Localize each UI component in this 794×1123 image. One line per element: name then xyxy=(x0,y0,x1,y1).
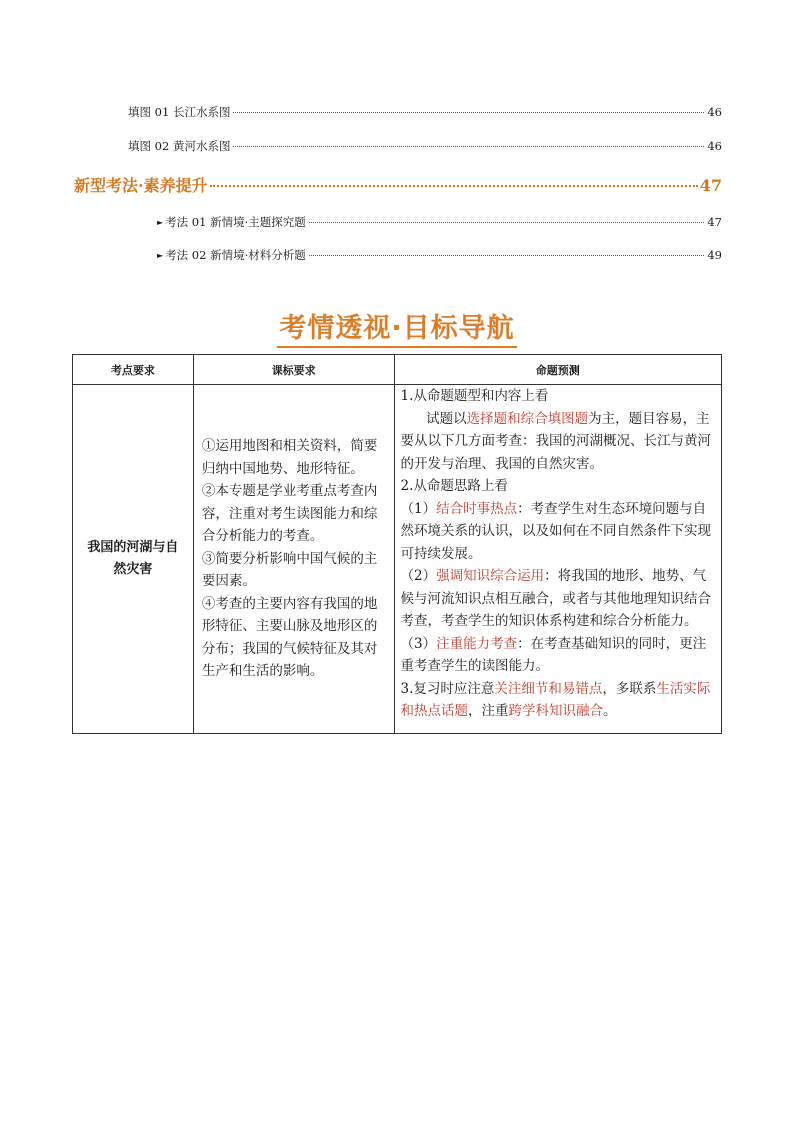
curriculum-item: ①运用地图和相关资料，简要归纳中国地势、地形特征。 xyxy=(201,438,378,477)
prediction-heading: 2.从命题思路上看 xyxy=(400,478,508,494)
toc-leader-dots xyxy=(233,146,704,147)
arrow-bullet-icon: ► xyxy=(157,251,164,260)
toc-section-heading[interactable] xyxy=(74,173,722,196)
item-number: （1） xyxy=(400,500,437,517)
toc-section-label: 新型考法·素养提升 xyxy=(74,176,208,195)
header-curriculum: 课标要求 xyxy=(193,355,394,385)
header-exam-points: 考点要求 xyxy=(73,355,194,385)
toc-leader-dots xyxy=(309,222,705,223)
curriculum-item: ③简要分析影响中国气候的主要因素。 xyxy=(201,550,378,589)
highlight-text: 注重能力考查 xyxy=(436,635,518,652)
prediction-cell xyxy=(394,385,721,734)
table-header-row xyxy=(73,355,722,385)
header-prediction: 命题预测 xyxy=(394,355,721,385)
exam-guide-table xyxy=(72,354,722,734)
toc-sub-entry[interactable] xyxy=(157,214,722,230)
prediction-heading: 1.从命题题型和内容上看 xyxy=(400,388,549,404)
text-run: 试题以 xyxy=(426,410,467,427)
item-number: （2） xyxy=(400,568,437,584)
toc-entry[interactable] xyxy=(128,104,722,120)
text-run: ，注重 xyxy=(468,703,509,719)
text-run: ：在考查基础知识的同时，更注重考查学生的读图能力。 xyxy=(400,635,707,674)
highlight-text: 跨学科知识融合 xyxy=(508,703,604,719)
toc-entry-page: 46 xyxy=(707,105,722,119)
toc-section-page: 47 xyxy=(699,176,722,195)
toc-leader-dots xyxy=(233,112,704,113)
highlight-text: 强调知识综合运用 xyxy=(436,568,545,584)
text-run: 。 xyxy=(603,703,617,719)
toc-leader-dots xyxy=(309,255,705,256)
curriculum-cell xyxy=(193,385,394,734)
highlight-text: 关注细节和易错点 xyxy=(494,680,603,697)
table-row xyxy=(73,385,722,734)
highlight-text: 选择题和综合填图题 xyxy=(466,410,589,427)
toc-leader-dots xyxy=(210,185,698,187)
curriculum-item: ②本专题是学业考重点考查内容，注重对考生读图能力和综合分析能力的考查。 xyxy=(201,483,378,544)
section-title xyxy=(0,306,794,345)
toc-entry-page: 46 xyxy=(707,139,722,153)
prediction-item xyxy=(401,565,717,633)
prediction-item xyxy=(401,633,717,678)
toc-entry-label: 考法 01 新情境·主题探究题 xyxy=(165,215,306,229)
highlight-text: 生活实际和热点话题 xyxy=(400,680,711,719)
prediction-paragraph xyxy=(401,408,717,476)
curriculum-item: ④考查的主要内容有我国的地形特征、主要山脉及地形区的分布；我国的气候特征及其对生产和生活的影响。 xyxy=(201,595,378,679)
toc-entry[interactable] xyxy=(128,138,722,154)
arrow-bullet-icon: ► xyxy=(157,218,164,227)
prediction-item xyxy=(401,498,717,566)
topic-cell: 我国的河湖与自然灾害 xyxy=(73,385,194,734)
text-run: ：考查学生对生态环境问题与自然环境关系的认识，以及如何在不同自然条件下实现可持续发展。 xyxy=(400,500,712,562)
item-number: （3） xyxy=(400,635,437,652)
prediction-paragraph xyxy=(401,678,717,723)
section-title-text: 考情透视·目标导航 xyxy=(277,313,516,348)
text-run: ，多联系 xyxy=(602,680,657,697)
text-run: 为主，题目容易，主要从以下几方面考查：我国的河湖概况、长江与黄河的开发与治理、我国的自然灾害。 xyxy=(400,410,712,472)
toc-entry-label: 填图 01 长江水系图 xyxy=(128,105,231,119)
toc-entry-page: 49 xyxy=(707,248,722,262)
highlight-text: 结合时事热点 xyxy=(436,500,518,517)
toc-entry-page: 47 xyxy=(707,215,722,229)
toc-entry-label: 考法 02 新情境·材料分析题 xyxy=(165,248,306,262)
text-run: 3.复习时应注意 xyxy=(400,680,495,697)
toc-entry-label: 填图 02 黄河水系图 xyxy=(128,139,231,153)
text-run: ：将我国的地形、地势、气候与河流知识点相互融合，或者与其他地理知识结合考查，考查学生的知识体系构建和综合分析能力。 xyxy=(400,568,712,629)
toc-sub-entry[interactable] xyxy=(157,247,722,263)
